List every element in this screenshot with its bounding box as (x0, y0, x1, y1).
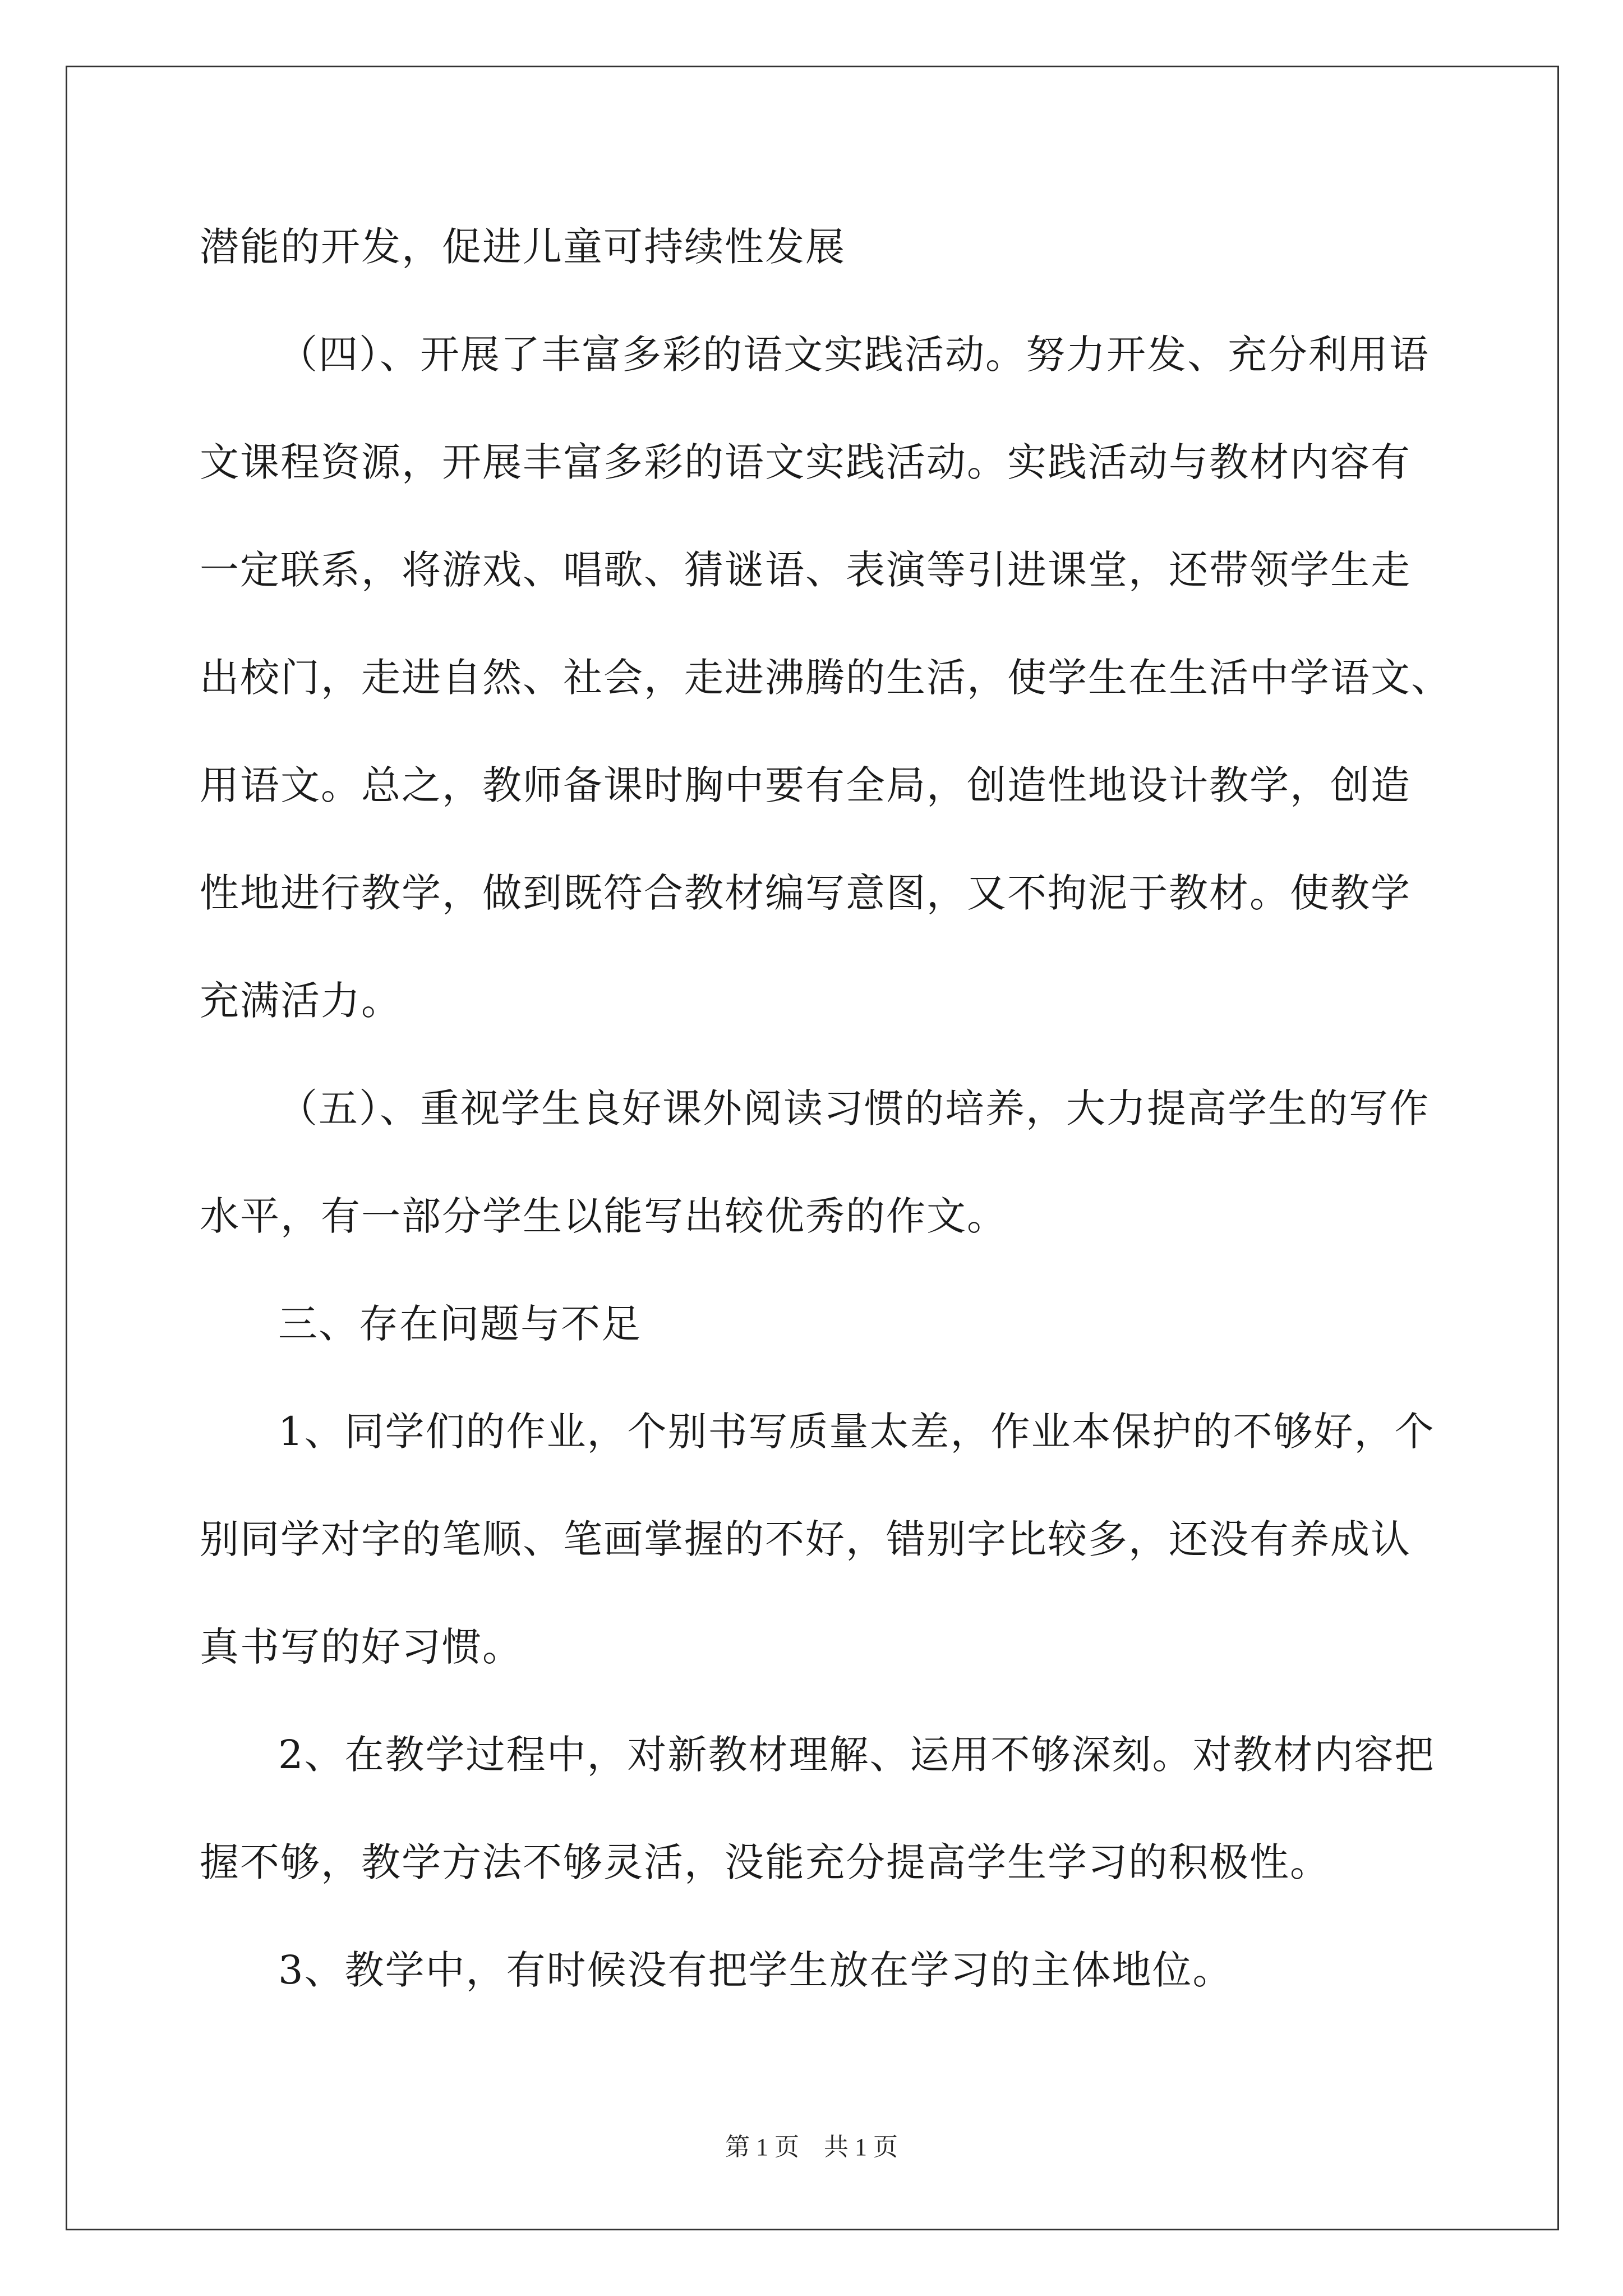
paragraph-line: 别同学对字的笔顺、笔画掌握的不好，错别字比较多，还没有养成认 (200, 1516, 1411, 1562)
section-heading: 三、存在问题与不足 (278, 1301, 642, 1347)
paragraph-line: 握不够，教学方法不够灵活，没能充分提高学生学习的积极性。 (200, 1839, 1330, 1885)
paragraph-line: 潜能的开发，促进儿童可持续性发展 (200, 224, 846, 270)
paragraph-line: 2、在教学过程中，对新教材理解、运用不够深刻。对教材内容把 (278, 1732, 1435, 1778)
paragraph-line: 真书写的好习惯。 (200, 1624, 523, 1670)
paragraph-line: 出校门，走进自然、社会，走进沸腾的生活，使学生在生活中学语文、 (200, 655, 1451, 701)
paragraph-line: 3、教学中，有时候没有把学生放在学习的主体地位。 (278, 1947, 1233, 1993)
page-footer: 第 1 页 共 1 页 (725, 2133, 898, 2161)
paragraph-line: 水平，有一部分学生以能写出较优秀的作文。 (200, 1193, 1007, 1239)
page-border (66, 66, 1559, 2230)
paragraph-line: 文课程资源，开展丰富多彩的语文实践活动。实践活动与教材内容有 (200, 439, 1411, 485)
paragraph-line: 充满活力。 (200, 978, 402, 1024)
paragraph-line: （五）、重视学生良好课外阅读习惯的培养，大力提高学生的写作 (278, 1085, 1430, 1131)
paragraph-line: 性地进行教学，做到既符合教材编写意图，又不拘泥于教材。使教学 (200, 870, 1411, 916)
paragraph-line: 1、同学们的作业，个别书写质量太差，作业本保护的不够好，个 (278, 1409, 1435, 1455)
paragraph-line: （四）、开展了丰富多彩的语文实践活动。努力开发、充分利用语 (278, 332, 1430, 378)
paragraph-line: 用语文。总之，教师备课时胸中要有全局，创造性地设计教学，创造 (200, 762, 1411, 808)
paragraph-line: 一定联系，将游戏、唱歌、猜谜语、表演等引进课堂，还带领学生走 (200, 547, 1411, 593)
